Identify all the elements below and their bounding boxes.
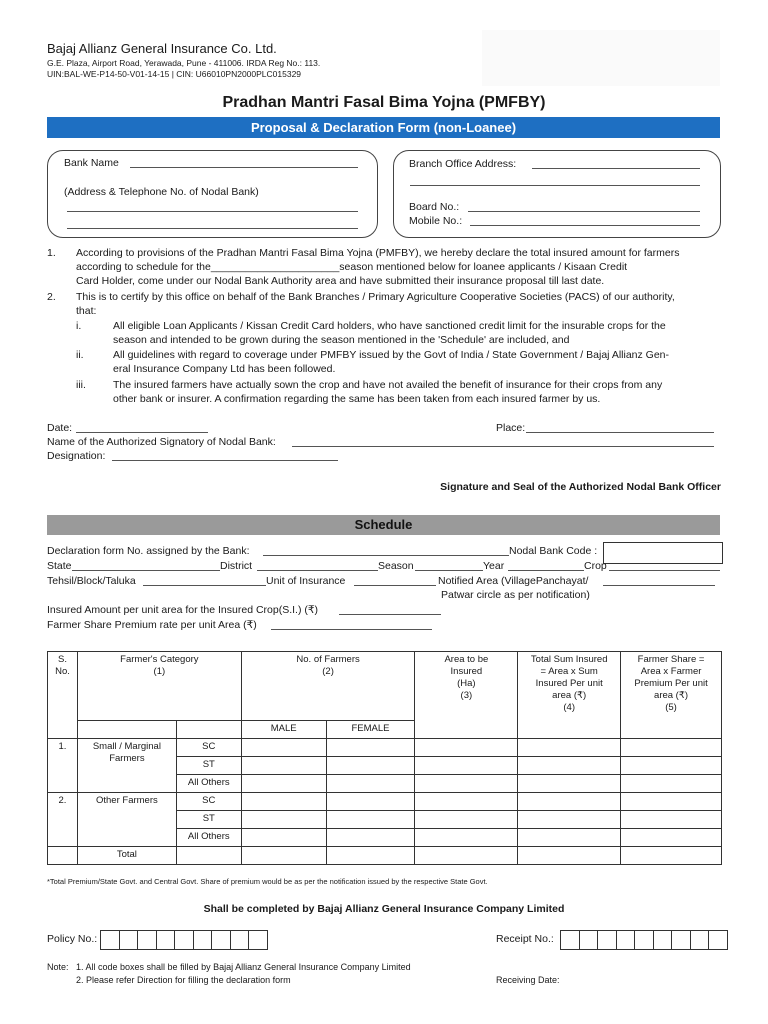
season-label: Season [378,560,414,572]
branch-address-field[interactable] [532,168,700,169]
year-field[interactable] [508,570,584,571]
form-title: Pradhan Mantri Fasal Bima Yojna (PMFBY) [222,94,546,111]
table-row: 1. Small / Marginal Farmers SC [48,739,722,757]
signatory-name-field[interactable] [292,446,714,447]
farmer-share-label: Farmer Share Premium rate per unit Area (₹) [47,619,257,631]
policy-no-boxes[interactable] [100,930,268,950]
date-label: Date: [47,422,73,434]
district-label: District [220,560,253,572]
para-2-line-1: This is to certify by this office on behalf of the Bank Branches / Primary Agriculture Cooperative Societies (PACS) of our authority, [76,291,675,303]
crop-label: Crop [584,560,607,572]
receipt-no-boxes[interactable] [560,930,728,950]
bank-address-line-2[interactable] [67,228,358,229]
company-section-heading: Shall be completed by Bajaj Allianz General Insurance Company Limited [203,903,565,915]
para-1-number: 1. [47,247,56,259]
insured-amount-label: Insured Amount per unit area for the Insured Crop(S.I.) (₹) [47,604,319,616]
note-1: 1. All code boxes shall be filled by Bajaj Allianz General Insurance Company Limited [76,962,411,972]
farmer-share-field[interactable] [271,629,432,630]
para-1-line-3: Card Holder, come under our Nodal Bank Authority area and have submitted their insurance proposal till last date. [76,275,605,287]
header-no-of-farmers: No. of Farmers (2) [241,652,415,721]
state-label: State [47,560,72,572]
table-row: All Others [48,829,722,847]
signature-seal-label: Signature and Seal of the Authorized Nodal Bank Officer [440,481,721,493]
signatory-name-label: Name of the Authorized Signatory of Nodal Bank: [47,436,276,448]
date-field[interactable] [76,432,208,433]
note-label: Note: [47,962,69,972]
para-2-number: 2. [47,291,56,303]
category-small-marginal: Small / Marginal Farmers [77,739,176,793]
season-field[interactable] [415,570,483,571]
tehsil-field[interactable] [143,585,266,586]
footnote: *Total Premium/State Govt. and Central Govt. Share of premium would be as per the notification issued by the respective State Govt. [47,877,488,886]
place-field[interactable] [526,432,714,433]
place-label: Place: [496,422,526,434]
receiving-date-label: Receiving Date: [496,975,560,985]
schedule-table [47,651,722,865]
notified-area-label-2: Patwar circle as per notification) [441,589,590,601]
nodal-code-label: Nodal Bank Code : [509,545,598,557]
header-total-sum-insured: Total Sum Insured = Area x Sum Insured Per unit area (₹) (4) [518,652,621,739]
notified-area-label: Notified Area (VillagePanchayat/ [438,575,589,587]
insured-amount-field[interactable] [339,614,441,615]
policy-no-label: Policy No.: [47,933,98,945]
company-address: G.E. Plaza, Airport Road, Yerawada, Pune - 411006. IRDA Reg No.: 113. [47,58,321,68]
district-field[interactable] [257,570,378,571]
header-area: Area to be Insured (Ha) (3) [415,652,518,739]
decl-no-label: Declaration form No. assigned by the Bank: [47,545,250,557]
designation-field[interactable] [112,460,338,461]
bank-address-line-1[interactable] [67,211,358,212]
bank-name-field[interactable] [130,167,358,168]
header-farmer-share: Farmer Share = Area x Farmer Premium Per unit area (₹) (5) [621,652,722,739]
item-iii-line-1: The insured farmers have actually sown the crop and have not availed the benefit of insurance for their crops from any [113,379,663,391]
receipt-no-label: Receipt No.: [496,933,554,945]
header-category: Farmer's Category (1) [77,652,241,721]
year-label: Year [483,560,505,572]
designation-label: Designation: [47,450,106,462]
item-ii-line-2: eral Insurance Company Ltd has been followed. [113,363,336,375]
crop-field[interactable] [609,570,720,571]
company-uin: UIN:BAL-WE-P14-50-V01-14-15 | CIN: U66010PN2000PLC015329 [47,69,302,79]
table-total-row: Total [48,847,722,865]
table-row: 2. Other Farmers SC [48,793,722,811]
notified-area-field[interactable] [603,585,715,586]
company-name: Bajaj Allianz General Insurance Co. Ltd. [47,41,277,56]
branch-address-label: Branch Office Address: [409,158,517,170]
item-i-line-2: season and intended to be grown during the season mentioned in the 'Schedule' are included, and [113,334,570,346]
item-i-number: i. [76,320,82,332]
para-1-line-2: according to schedule for the______________________season mentioned below for loanee applicants / Kisaan Credit [76,261,628,273]
table-row: ST [48,757,722,775]
item-ii-number: ii. [76,349,84,361]
decl-no-field[interactable] [263,555,509,556]
mobile-no-label: Mobile No.: [409,215,463,227]
table-header-row [48,652,722,721]
category-other-farmers: Other Farmers [77,793,176,847]
bank-name-label: Bank Name [64,157,119,169]
board-no-label: Board No.: [409,201,460,213]
header-sno: S. No. [48,652,78,739]
form-subtitle: Proposal & Declaration Form (non-Loanee) [47,117,720,138]
state-field[interactable] [72,570,220,571]
item-iii-number: iii. [76,379,86,391]
logo-area [482,30,720,86]
item-i-line-1: All eligible Loan Applicants / Kissan Credit Card holders, who have sanctioned credit limit for the insurable crops for the [113,320,666,332]
branch-address-line-2[interactable] [410,185,700,186]
bank-address-label: (Address & Telephone No. of Nodal Bank) [64,186,259,198]
table-row: ST [48,811,722,829]
table-row: All Others [48,775,722,793]
tehsil-label: Tehsil/Block/Taluka [47,575,136,587]
item-ii-line-1: All guidelines with regard to coverage under PMFBY issued by the Govt of India / State Government / Bajaj Allianz Gen- [113,349,670,361]
para-2-line-2: that: [76,305,97,317]
item-iii-line-2: other bank or insurer. A confirmation regarding the same has been taken from each insured farmer by us. [113,393,601,405]
unit-field[interactable] [354,585,436,586]
nodal-code-box[interactable] [603,542,723,564]
header-male: MALE [241,721,326,739]
note-2: 2. Please refer Direction for filling the declaration form [76,975,291,985]
para-1-line-1: According to provisions of the Pradhan Mantri Fasal Bima Yojna (PMFBY), we hereby declare the total insured amount for farmers [76,247,680,259]
mobile-no-field[interactable] [470,225,700,226]
board-no-field[interactable] [468,211,700,212]
header-female: FEMALE [326,721,415,739]
schedule-heading: Schedule [47,515,720,535]
unit-label: Unit of Insurance [266,575,346,587]
